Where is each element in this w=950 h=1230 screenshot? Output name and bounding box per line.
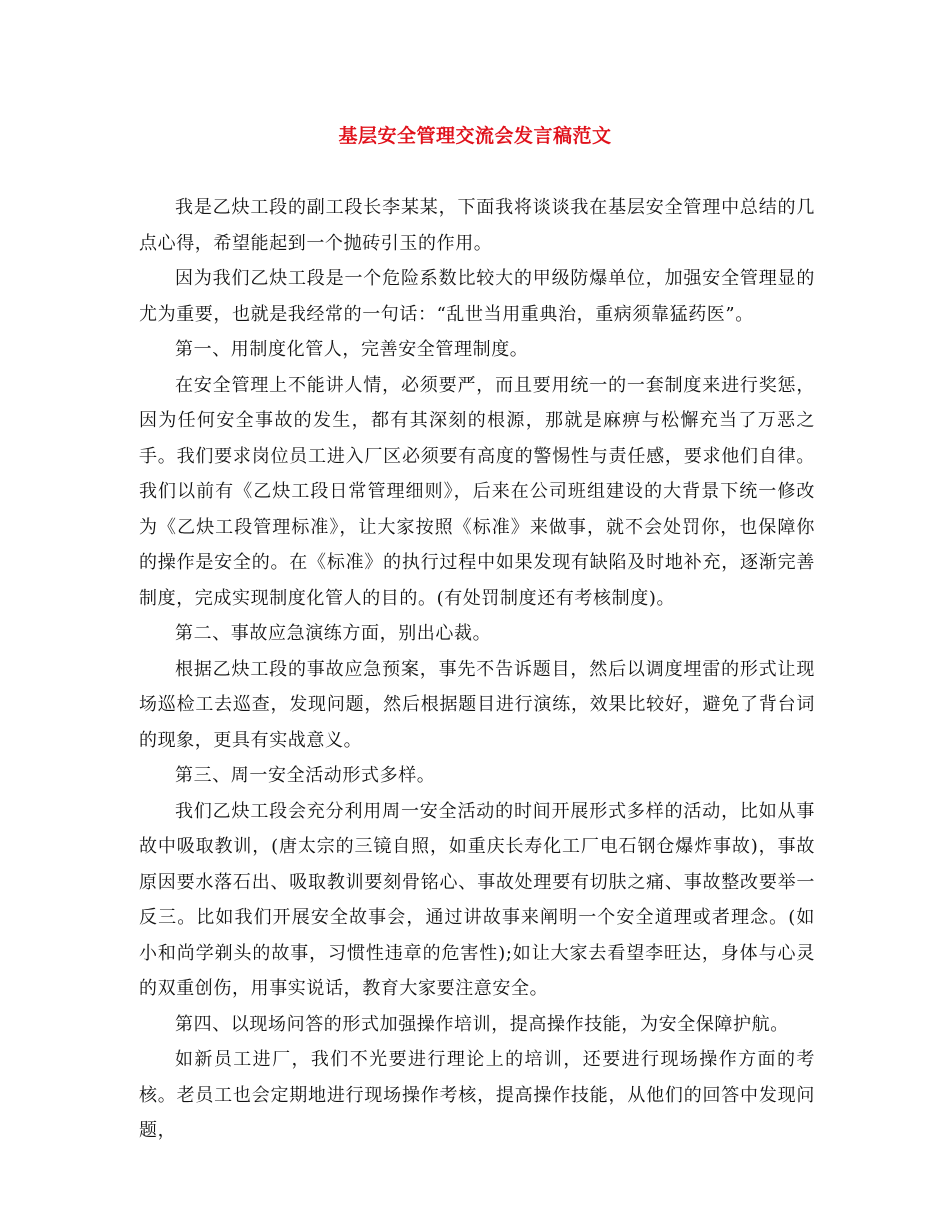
paragraph: 如新员工进厂，我们不光要进行理论上的培训，还要进行现场操作方面的考核。老员工也会定期地进行现场操作考核，提高操作技能，从他们的回答中发现问题， (139, 1049, 815, 1141)
paragraph: 我是乙炔工段的副工段长李某某，下面我将谈谈我在基层安全管理中总结的几点心得，希望能起到一个抛砖引玉的作用。 (139, 197, 815, 254)
section-heading: 第二、事故应急演练方面，别出心裁。 (175, 623, 492, 644)
document-title: 基层安全管理交流会发言稿范文 (338, 125, 612, 147)
paragraph: 我们乙炔工段会充分利用周一安全活动的时间开展形式多样的活动，比如从事故中吸取教训，(唐太宗的三镜自照，如重庆长寿化工厂电石钢仓爆炸事故)，事故原因要水落石出、吸取教训要刻骨铭心、事故处理要有切肤之痛、事故整改要举一反三。比如我们开展安全故事会，通过讲故事来阐明一个安全道理或者理念。(如小和尚学剃头的故事，习惯性违章的危害性);如让大家去看望李旺达，身体与心灵的双重创伤，用事实说话，教育大家要注意安全。 (139, 800, 815, 999)
paragraph: 根据乙炔工段的事故应急预案，事先不告诉题目，然后以调度埋雷的形式让现场巡检工去巡查，发现问题，然后根据题目进行演练，效果比较好，避免了背台词的现象，更具有实战意义。 (139, 658, 815, 751)
paragraph: 因为我们乙炔工段是一个危险系数比较大的甲级防爆单位，加强安全管理显的尤为重要，也就是我经常的一句话：“乱世当用重典治，重病须靠猛药医”。 (139, 268, 815, 325)
section-heading: 第四、以现场问答的形式加强操作培训，提高操作技能，为安全保障护航。 (175, 1013, 789, 1035)
section-heading: 第三、周一安全活动形式多样。 (175, 765, 436, 786)
document-body (139, 190, 815, 1149)
paragraph: 在安全管理上不能讲人情，必须要严，而且要用统一的一套制度来进行奖惩，因为任何安全事故的发生，都有其深刻的根源，那就是麻痹与松懈充当了万恶之手。我们要求岗位员工进入厂区必须要有高度的警惕性与责任感，要求他们自律。我们以前有《乙炔工段日常管理细则》，后来在公司班组建设的大背景下统一修改为《乙炔工段管理标准》，让大家按照《标准》来做事，就不会处罚你，也保障你的操作是安全的。在《标准》的执行过程中如果发现有缺陷及时地补充，逐渐完善制度，完成实现制度化管人的目的。(有处罚制度还有考核制度)。 (139, 374, 815, 609)
section-heading: 第一、用制度化管人，完善安全管理制度。 (175, 339, 529, 360)
